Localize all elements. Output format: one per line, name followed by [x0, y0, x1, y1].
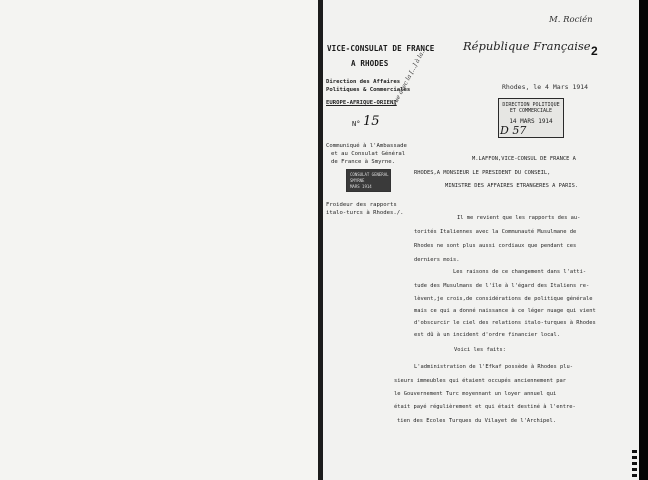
- body-line: Voici les faits:: [454, 347, 506, 353]
- stamp-line-3: MARS 1914: [350, 184, 372, 189]
- scan-edge: [639, 0, 648, 480]
- direction-line-1: Direction des Affaires: [326, 79, 401, 85]
- stamp-line-1: CONSULAT GENERAL: [350, 172, 389, 177]
- direction-line-2: Politiques & Commerciales: [326, 87, 411, 93]
- stamp-right-line-2: ET COMMERCIALE: [509, 108, 553, 115]
- body-line: d'obscurcir le ciel des relations italo-turques à Rhodes: [414, 320, 596, 326]
- communique-line-1: Communiqué à l'Ambassade: [326, 143, 407, 149]
- body-line: était payé régulièrement et qui était destiné à l'entre-: [394, 404, 576, 410]
- body-line: sieurs immeubles qui étaient occupés anciennement par: [394, 378, 567, 384]
- page-number: 2: [591, 44, 598, 58]
- body-line: est dû à un incident d'ordre financier local.: [414, 332, 561, 338]
- handwritten-annotation: M. Rocién: [549, 15, 593, 25]
- addressee-line-1: M.LAFFON,VICE-CONSUL DE FRANCE A: [472, 156, 576, 162]
- stamp-right-date: 14 MARS 1914: [509, 117, 553, 125]
- body-line: torités Italiennes avec la Communauté Musulmane de: [414, 229, 577, 235]
- number-prefix: N°: [352, 120, 361, 128]
- republique-heading: République Française: [463, 39, 591, 53]
- subject-line-1: Froideur des rapports: [326, 202, 397, 208]
- body-line: Il me revient que les rapports des au-: [457, 215, 581, 221]
- margin-handwritten-note: vue avec la [...] à la...: [391, 46, 428, 107]
- addressee-line-3: MINISTRE DES AFFAIRES ETRANGERES A PARIS.: [445, 183, 579, 189]
- body-line: tien des Ecoles Turques du Vilayet de l'Archipel.: [397, 418, 557, 424]
- consulate-city: A RHODES: [351, 59, 389, 68]
- consulate-received-stamp: [346, 169, 391, 192]
- body-line: derniers mois.: [414, 257, 460, 263]
- addressee-line-2: RHODES,A MONSIEUR LE PRESIDENT DU CONSEIL,: [414, 170, 551, 176]
- body-line: le Gouvernement Turc moyennant un loyer annuel qui: [394, 391, 557, 397]
- body-line: Les raisons de ce changement dans l'atti-: [453, 269, 587, 275]
- body-line: mais ce qui a donné naissance à ce léger nuage qui vient: [414, 308, 596, 314]
- left-blank-page: [0, 0, 318, 480]
- dispatch-number: 15: [363, 114, 380, 129]
- scan-ruler-strip: [632, 450, 637, 480]
- stamp-right-line-1: DIRECTION POLITIQUE: [502, 102, 560, 108]
- stamp-reference: D 57: [500, 124, 527, 137]
- communique-line-2: et au Consulat Général: [331, 151, 406, 157]
- body-line: tude des Musulmans de l'île à l'égard des Italiens re-: [414, 283, 590, 289]
- consulate-title: VICE-CONSULAT DE FRANCE: [327, 44, 435, 53]
- body-line: L'administration de l'Efkaf possède à Rhodes plu-: [414, 364, 574, 370]
- communique-line-3: de France à Smyrne.: [331, 159, 395, 165]
- place-date: Rhodes, le 4 Mars 1914: [502, 83, 589, 91]
- body-line: Rhodes ne sont plus aussi cordiaux que pendant ces: [414, 243, 577, 249]
- body-line: lèvent,je crois,de considérations de politique générale: [414, 296, 593, 302]
- subject-line-2: italo-turcs à Rhodes./.: [326, 210, 404, 216]
- division-label: EUROPE-AFRIQUE-ORIENT: [326, 100, 397, 106]
- stamp-line-2: SMYRNE: [350, 178, 365, 183]
